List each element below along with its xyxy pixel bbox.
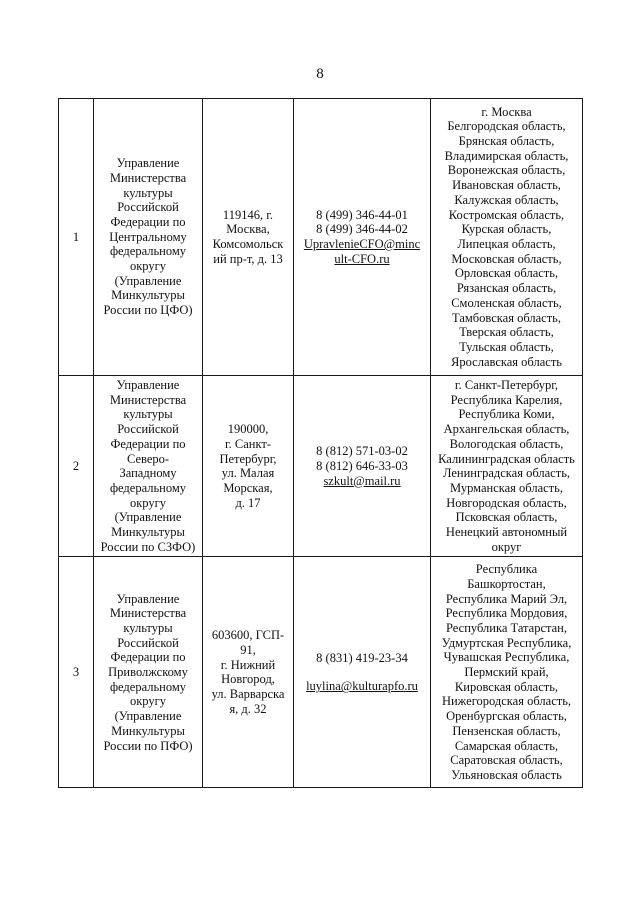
phone-numbers: 8 (499) 346-44-01 8 (499) 346-44-02	[316, 207, 408, 237]
phone-numbers: 8 (812) 571-03-02 8 (812) 646-33-03	[316, 444, 408, 473]
table-row	[59, 557, 583, 788]
regional-offices-table	[58, 98, 583, 788]
contact-cell	[294, 376, 431, 557]
region-list: г. Санкт-Петербург, Республика Карелия, Республика Коми, Архангельская область, Вологодская область, Калининградская область Ленинградская область, Мурманская область, Новгородская область, Псковская область, Ненецкий автономный округ	[431, 376, 583, 557]
organization-name: Управление Министерства культуры Российской Федерации по Приволжскому федеральному округу (Управление Минкультуры России по ПФО)	[94, 557, 203, 788]
postal-address: 190000, г. Санкт- Петербург, ул. Малая Морская, д. 17	[203, 376, 294, 557]
email-link[interactable]: luylina@kulturapfo.ru	[306, 679, 418, 694]
email-link[interactable]: szkult@mail.ru	[323, 473, 401, 488]
row-number: 1	[59, 99, 94, 376]
email-link[interactable]: UpravlenieCFO@minc ult-CFO.ru	[303, 237, 421, 266]
phone-numbers: 8 (831) 419-23-34	[316, 650, 408, 665]
contact-cell	[294, 99, 431, 376]
region-list: г. Москва Белгородская область, Брянская область, Владимирская область, Воронежская область, Ивановская область, Калужская область, Костромская область, Курская область, Липецкая область, Московская область, Орловская область, Рязанская область, Смоленская область, Тамбовская область, Тверская область, Тульская область, Ярославская область	[431, 99, 583, 376]
table-row	[59, 376, 583, 557]
organization-name: Управление Министерства культуры Российской Федерации по Центральному федеральному округу (Управление Минкультуры России по ЦФО)	[94, 99, 203, 376]
contact-cell	[294, 557, 431, 788]
page-number: 8	[316, 66, 324, 82]
region-list: Республика Башкортостан, Республика Марий Эл, Республика Мордовия, Республика Татарстан, Удмуртская Республика, Чувашская Республика, Пермский край, Кировская область, Нижегородская область, Оренбургская область, Пензенская область, Самарская область, Саратовская область, Ульяновская область	[431, 557, 583, 788]
postal-address: 603600, ГСП- 91, г. Нижний Новгород, ул. Варварска я, д. 32	[203, 557, 294, 788]
row-number: 2	[59, 376, 94, 557]
organization-name: Управление Министерства культуры Российской Федерации по Северо- Западному федеральному округу (Управление Минкультуры России по СЗФО)	[94, 376, 203, 557]
table-row	[59, 99, 583, 376]
row-number: 3	[59, 557, 94, 788]
postal-address: 119146, г. Москва, Комсомольск ий пр-т, д. 13	[203, 99, 294, 376]
